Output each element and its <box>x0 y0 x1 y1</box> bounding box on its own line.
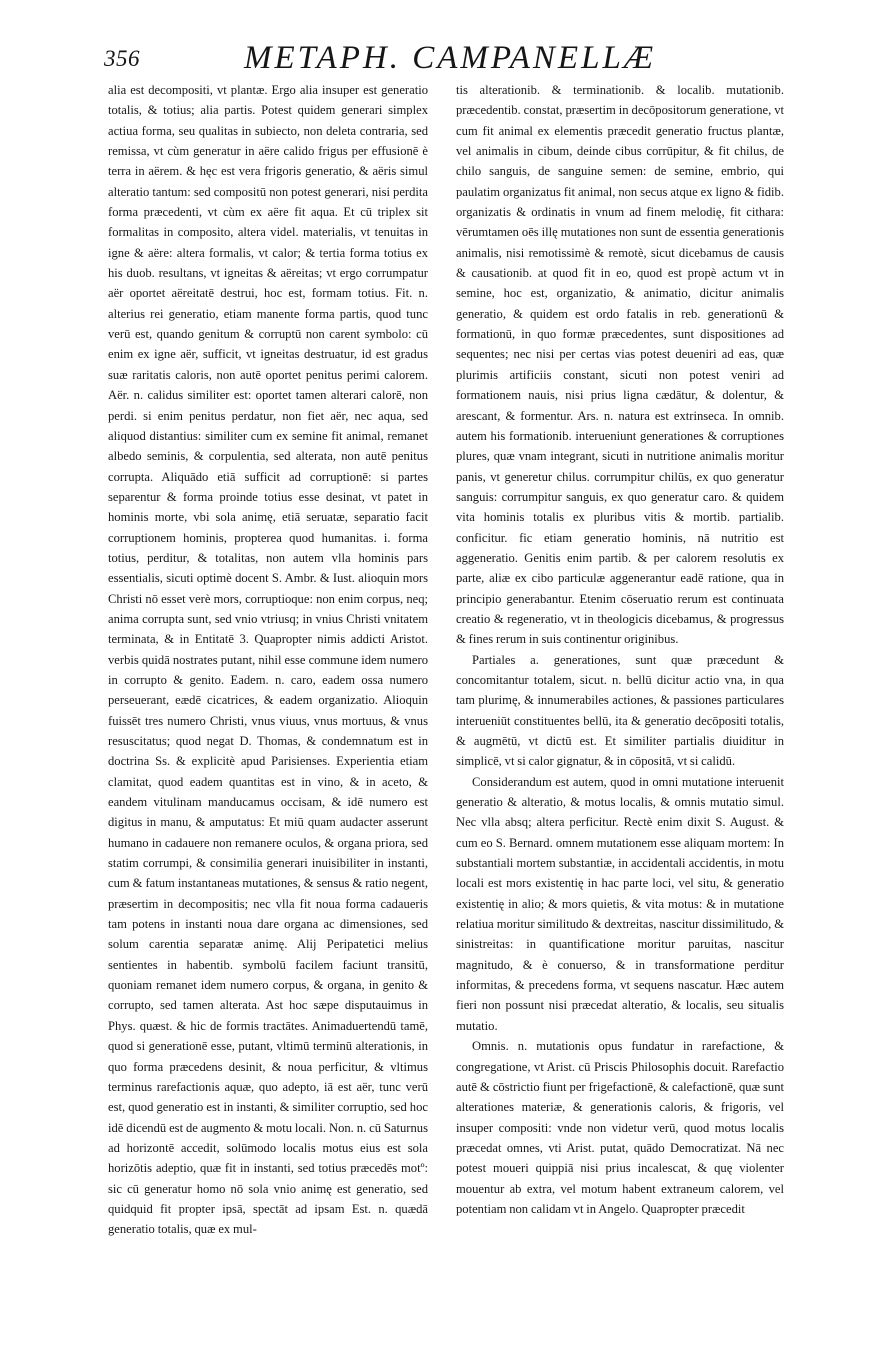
left-column <box>108 80 428 1240</box>
page-header <box>0 40 885 84</box>
right-column <box>456 80 784 1219</box>
right-paragraph-4: Omnis. n. mutationis opus fundatur in rarefactione, & congregatione, vt Arist. cū Priscis Philosophis docuit. Rarefactio autē & cōstrictio fiunt per frigefactionē, & calefactionē, quæ sunt alterationes materiæ, & generationis caloris, & frigoris, vel insuper compositi: vnde non videtur verū, quod motus localis præcedat omnes, vti Arist. putat, quādo Democratizat. Nā nec potest moueri quippiā nisi prius incalescat, & quę violenter mouentur ab extra, vel motum habent extraneum calorem, vel potentiam non calidam vt in Angelo. Quapropter præcedit <box>456 1039 784 1216</box>
running-title: METAPH. CAMPANELLÆ <box>244 40 657 76</box>
left-paragraph-1: alia est decompositi, vt plantæ. Ergo alia insuper est generatio totalis, & totius; alia partis. Potest quidem generari simplex actiua forma, seu qualitas in subiecto, non deleta contraria, sed remissa, vt cùm generatur in aëre calido frigus per effusionē è terra in aërem. & hęc est vera frigoris generatio, & aëris simul alteratio tantum: sed compositū non potest generari, nisi perdita forma præcedenti, vt cùm ex aëre fit aqua. Et cū triplex sit formalitas in composito, altera videl. materialis, vt tenuitas in igne & aëre: altera formalis, vt calor; & tertia forma totius ex his duob. resultans, vt igneitas & aëreitas; vt ergo corrumpatur aër oportet aëreitatē destrui, hoc est, formam totius. Fit. n. alterius rei generatio, etiam manente forma partis, quod tunc verū est, quando genitum & corruptū non carent symbolo: cū enim ex igne aër, sufficit, vt igneitas destruatur, id est gradus suæ raritatis caloris, non autē oportet penitus perimi calorem. Aër. n. calidus similiter est: oportet tamen alterari calorē, non perdi. si enim penitus perdatur, non fiet aër, nec aqua, sed aliquod distantius: similiter cum ex semine fit animal, remanet albedo seminis, & corpulentia, sed alterata, non autē penitus corrupta. Aliquādo etiā sufficit ad corruptionē: si partes separentur & forma proinde totius esse desinat, vt patet in hominis morte, vbi sola animę, etiā seruatæ, separatio facit corruptionem hominis, propterea quod humanitas. i. forma totius, perditur, & totalitas, non autem vlla hominis pars essentialis, sicuti optimè docent S. Ambr. & Iust. alioquin mors Christi nō esset verè mors, corruptioque: non enim corpus, neq; anima corrupta sunt, sed vnio vtriusq; in vnius Christi vnitatem terminata, & in Entitatē 3. Quapropter nimis addicti Aristot. verbis quidā nostrates putant, nihil esse commune idem numero in corrupto & genito. Eadem. n. caro, eadem ossa numero perseuerant, eædē cicatrices, & eadem organizatio. Alioquin fuissēt tres numero Christi, vnus viuus, vnus mortuus, & vnus resuscitatus; quod negat D. Thomas, & condemnatum est in doctrina Ss. & explicitè apud Parisienses. Experientia etiam clamitat, quod eadem quantitas est in vino, & in aceto, & eandem vitulinam manducamus occisam, & idē numero est digitus in manu, & amputatus: Et miū quam audacter asserunt humano in cadauere non remanere oculos, & organa priora, sed statim corrumpi, & consimilia generari inuisibiliter in instanti, cum & fatum instantaneas mutationes, & sensus & ratio negent, præsertim in decompositis; nec vlla fit noua forma cadaueris tam potens in instanti noua dare organa ac dimensiones, sed solum carentia separatæ animę. Alij Peripatetici melius sentientes in habentib. symbolū facilem faciunt transitū, quoniam remanet idem numero corpus, & organa, in genito & corrupto, sed tamen alterata. Ast hoc sæpe disputauimus in Phys. quæst. & hic de formis tractātes. Animaduertendū tamē, quod si generationē esse, putant, vltimū terminū alterationis, in quo forma præcedens desinit, & noua perficitur, & vltimus terminus rarefactionis aquæ, quo adepto, iā est aër, tunc verū est, quod generatio est in instanti, & similiter corruptio, sed hoc idē dicendū est de augmento & motu locali. Non. n. cū Saturnus ad horizontē accedit, solūmodo localis motus eius est sola horizōtis adeptio, quæ fit in instanti, sed totius præcedēs motº: sic cū generatur homo nō sola vnio animę est generatio, sed quidquid fit propter ipsā, spectāt ad ipsam Est. n. quædā generatio totalis, quæ ex mul- <box>108 83 428 1237</box>
right-paragraph-3: Considerandum est autem, quod in omni mutatione interuenit generatio & alteratio, & motus localis, & omnis mutatio simul. Nec vlla absq; altera perficitur. Rectè enim dixit S. August. & cum eo S. Bernard. omnem mutationem esse aliquam mortem: In substantiali mortem substantiæ, in accidentali accidentis, in motu locali est mors existentię in hac parte loci, vel situ, & generatio existentię in alio; & mors quietis, & vita motus: & in mutatione relatiua moritur similitudo & dextreitas, nascitur dissimilitudo, & sinistreitas: in quantificatione moritur paruitas, nascitur magnitudo, & è conuerso, & in transformatione perditur informitas, & precedens forma, vt sequens nascatur. Hæc autem fieri non possunt nisi præcedat alteratio, & localis, seu situalis mutatio. <box>456 774 784 1033</box>
page-number: 356 <box>104 46 140 71</box>
right-paragraph-1: tis alterationib. & terminationib. & localib. mutationib. præcedentib. constat, præsertim in decōpositorum generatione, vt cum fit animal ex elementis præcedit generatio fructus plantæ, vel animalis in cibum, deinde cibus corrūpitur, & fit chilus, de chilo sanguis, de sanguine semen: de semine, embrio, qui paulatim organizatus fit animal, non secus atque ex ligno & fidib. organizatis & ordinatis in vnum ad finem melodię, fit cithara: vērumtamen oēs illę mutationes non sunt de essentia generationis animalis, nisi remotissimè & remotè, sicut dicebamus de causis & causationib. at quod fit in eo, quod est propè actum vt in semine, hoc est, organizatio, & animatio, dicitur animalis generatio, & quidem est ordo fatalis in reb. generationū & formationū, in quo formæ præcedentes, sunt dispositiones ad sequentes; nec nisi per certas vias potest deueniri ad eas, quæ plurimis artificiis constant, sicuti non potest veniri ad formationem nauis, nisi prius ligna cædātur, & dolentur, & arescant, & formentur. Ars. n. natura est extrinseca. In omnib. autem his formationib. interueniunt generationes & corruptiones plures, quæ vnam integrant, sicuti in nutritione animalis moritur panis, vt generetur chilus. corrumpitur chilūs, ex quo generatur sanguis: corrumpitur sanguis, ex quo generatur caro. & quidem vita hominis totalis ex pluribus vitis & mortib. partialib. conficitur. fic etiam generatio hominis, nā nutritio est aggeneratio. Genitis enim partib. & per calorem resolutis ex parte, aliæ ex cibo particulæ aggenerantur eadē ratione, qua in principio generabantur. Etenim cōseruatio rerum est continuata creatio & regeneratio, vt in theologicis dicebamus, & progressus & fines rerum in suis continentur originibus. <box>456 83 784 647</box>
right-paragraph-2: Partiales a. generationes, sunt quæ præcedunt & concomitantur totalem, sicut. n. bellū dicitur actio vna, in qua tam plurimę, & innumerabiles actiones, & passiones particulares interueniūt constituentes bellū, ita & generatio decōpositi totalis, & augmētū, vt dictū est. Et similiter partialis diuiditur in simplicē, vt si calor gignatur, & in cōpositā, vt si calidū. <box>456 652 784 769</box>
